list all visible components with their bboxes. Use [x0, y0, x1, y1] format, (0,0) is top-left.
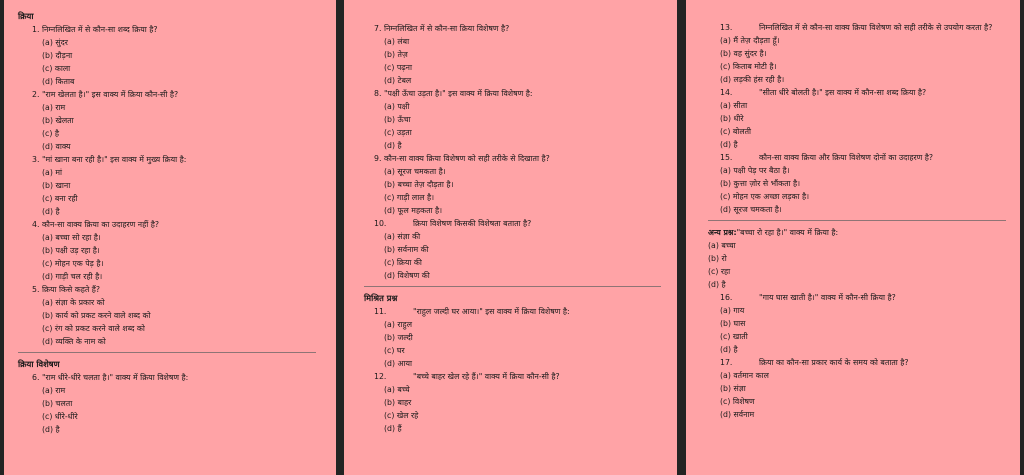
question-8: 8. "पक्षी ऊँचा उड़ता है।" इस वाक्य में क्रिया विशेषण है: — [374, 89, 533, 98]
option: (c) है — [42, 129, 59, 138]
option: (a) पक्षी — [384, 102, 410, 111]
option: (b) बच्चा तेज़ दौड़ता है। — [384, 180, 454, 189]
option: (a) बच्चा सो रहा है। — [42, 233, 101, 242]
page-2 — [344, 0, 677, 475]
option: (c) खाती — [720, 332, 748, 341]
option: (d) सर्वनाम — [720, 410, 755, 419]
option: (a) सीता — [720, 101, 748, 110]
option: (a) लंबा — [384, 37, 410, 46]
option: (c) पढ़ना — [384, 63, 413, 72]
question-11: 11. "राहुल जल्दी घर आया।" इस वाक्य में क्रिया विशेषण है: — [374, 307, 570, 316]
option: (c) क्रिया की — [384, 258, 422, 267]
option: (d) विशेषण की — [384, 271, 430, 280]
option: (b) तेज़ — [384, 50, 408, 59]
option: (b) सर्वनाम की — [384, 245, 429, 254]
section-divider — [364, 286, 661, 287]
question-9: 9. कौन-सा वाक्य क्रिया विशेषण को सही तरीके से दिखाता है? — [374, 154, 550, 163]
option: (c) उड़ता — [384, 128, 412, 137]
option: (b) खाना — [42, 181, 71, 190]
option: (a) वर्तमान काल — [720, 371, 769, 380]
option: (a) सुंदर — [42, 38, 68, 47]
option: (d) लड़की हंस रही है। — [720, 75, 785, 84]
option: (c) किताब मोटी है। — [720, 62, 777, 71]
question-10: 10. क्रिया विशेषण किसकी विशेषता बताता है? — [374, 219, 532, 228]
option: (a) मैं तेज़ दौड़ता हूँ। — [720, 36, 780, 45]
section-title-kriya-visheshan: क्रिया विशेषण — [18, 359, 60, 369]
option: (d) है — [708, 280, 726, 289]
question-5: 5. क्रिया किसे कहते हैं? — [32, 285, 101, 294]
question-14: 14. "सीता धीरे बोलती है।" इस वाक्य में कौन-सा शब्द क्रिया है? — [720, 88, 927, 97]
option: (c) गाड़ी लाल है। — [384, 193, 435, 202]
question-17: 17. क्रिया का कौन-सा प्रकार कार्य के समय को बताता है? — [720, 358, 909, 367]
option: (c) खेल रहे — [384, 411, 419, 420]
option: (d) गाड़ी चल रही है। — [42, 272, 103, 281]
question-3: 3. "मां खाना बना रही है।" इस वाक्य में मुख्य क्रिया है: — [32, 155, 187, 164]
option: (a) मां — [42, 168, 63, 177]
option: (d) आया — [384, 359, 413, 368]
option: (d) वाक्य — [42, 142, 71, 151]
option: (b) दौड़ना — [42, 51, 73, 60]
question-15: 15. कौन-सा वाक्य क्रिया और क्रिया विशेषण दोनों का उदाहरण है? — [720, 153, 934, 162]
option: (c) धीरे-धीरे — [42, 412, 78, 421]
option: (d) है — [720, 140, 738, 149]
option: (a) राहुल — [384, 320, 412, 329]
option: (a) राम — [42, 103, 66, 112]
question-16: 16. "गाय घास खाती है।" वाक्य में कौन-सी क्रिया है? — [720, 293, 896, 302]
option: (b) वह सुंदर है। — [720, 49, 767, 58]
option: (d) व्यक्ति के नाम को — [42, 337, 106, 346]
option: (b) ऊँचा — [384, 115, 411, 124]
option: (d) फूल महकता है। — [384, 206, 443, 215]
option: (c) विशेषण — [720, 397, 755, 406]
option: (a) राम — [42, 386, 66, 395]
option: (b) जल्दी — [384, 333, 413, 342]
question-12: 12. "बच्चे बाहर खेल रहे हैं।" वाक्य में क्रिया कौन-सी है? — [374, 372, 560, 381]
option: (b) बाहर — [384, 398, 412, 407]
option: (b) खेलता — [42, 116, 74, 125]
option: (c) रहा — [708, 267, 731, 276]
option: (d) किताब — [42, 77, 75, 86]
option: (a) पक्षी पेड़ पर बैठा है। — [720, 166, 790, 175]
option: (b) चलता — [42, 399, 73, 408]
section-title-mishrit-prashn: मिश्रित प्रश्न — [364, 293, 398, 303]
question-7: 7. निम्नलिखित में से कौन-सा क्रिया विशेषण है? — [374, 24, 510, 33]
option: (b) कार्य को प्रकट करने वाले शब्द को — [42, 311, 151, 320]
option: (b) धीरे — [720, 114, 744, 123]
option: (b) कुत्ता ज़ोर से भौंकता है। — [720, 179, 801, 188]
section-title-kriya: क्रिया — [18, 11, 34, 21]
question-other: अन्य प्रश्न:"बच्चा रो रहा है।" वाक्य में क्रिया है: — [708, 228, 839, 237]
option: (b) घास — [720, 319, 746, 328]
option: (c) बना रही — [42, 194, 78, 203]
option: (a) बच्चा — [708, 241, 736, 250]
question-13: 13. निम्नलिखित में से कौन-सा वाक्य क्रिया विशेषण को सही तरीके से उपयोग करता है? — [720, 23, 993, 32]
page-3 — [686, 0, 1020, 475]
option: (c) रंग को प्रकट करने वाले शब्द को — [42, 324, 145, 333]
option: (a) गाय — [720, 306, 745, 315]
option: (d) है — [720, 345, 738, 354]
option: (a) सूरज चमकता है। — [384, 167, 446, 176]
question-1: 1. निम्नलिखित में से कौन-सा शब्द क्रिया है? — [32, 25, 158, 34]
option: (a) संज्ञा के प्रकार को — [42, 298, 105, 307]
option: (b) रो — [708, 254, 727, 263]
option: (b) पक्षी उड़ रहा है। — [42, 246, 100, 255]
question-6: 6. "राम धीरे-धीरे चलता है।" वाक्य में क्रिया विशेषण है: — [32, 373, 189, 382]
option: (d) हैं — [384, 424, 402, 433]
option: (c) मोहन एक पेड़ है। — [42, 259, 104, 268]
option: (d) है — [384, 141, 402, 150]
page-1 — [4, 0, 336, 475]
question-2: 2. "राम खेलता है।" इस वाक्य में क्रिया कौन-सी है? — [32, 90, 179, 99]
option: (c) घर — [384, 346, 405, 355]
option: (b) संज्ञा — [720, 384, 746, 393]
option: (d) है — [42, 207, 60, 216]
option: (d) है — [42, 425, 60, 434]
option: (c) काला — [42, 64, 71, 73]
question-4: 4. कौन-सा वाक्य क्रिया का उदाहरण नहीं है? — [32, 220, 160, 229]
section-divider — [18, 352, 316, 353]
option: (a) संज्ञा की — [384, 232, 421, 241]
section-divider — [708, 220, 1006, 221]
option: (a) बच्चे — [384, 385, 410, 394]
option: (c) बोलती — [720, 127, 752, 136]
option: (d) टेबल — [384, 76, 412, 85]
option: (d) सूरज चमकता है। — [720, 205, 782, 214]
option: (c) मोहन एक अच्छा लड़का है। — [720, 192, 810, 201]
